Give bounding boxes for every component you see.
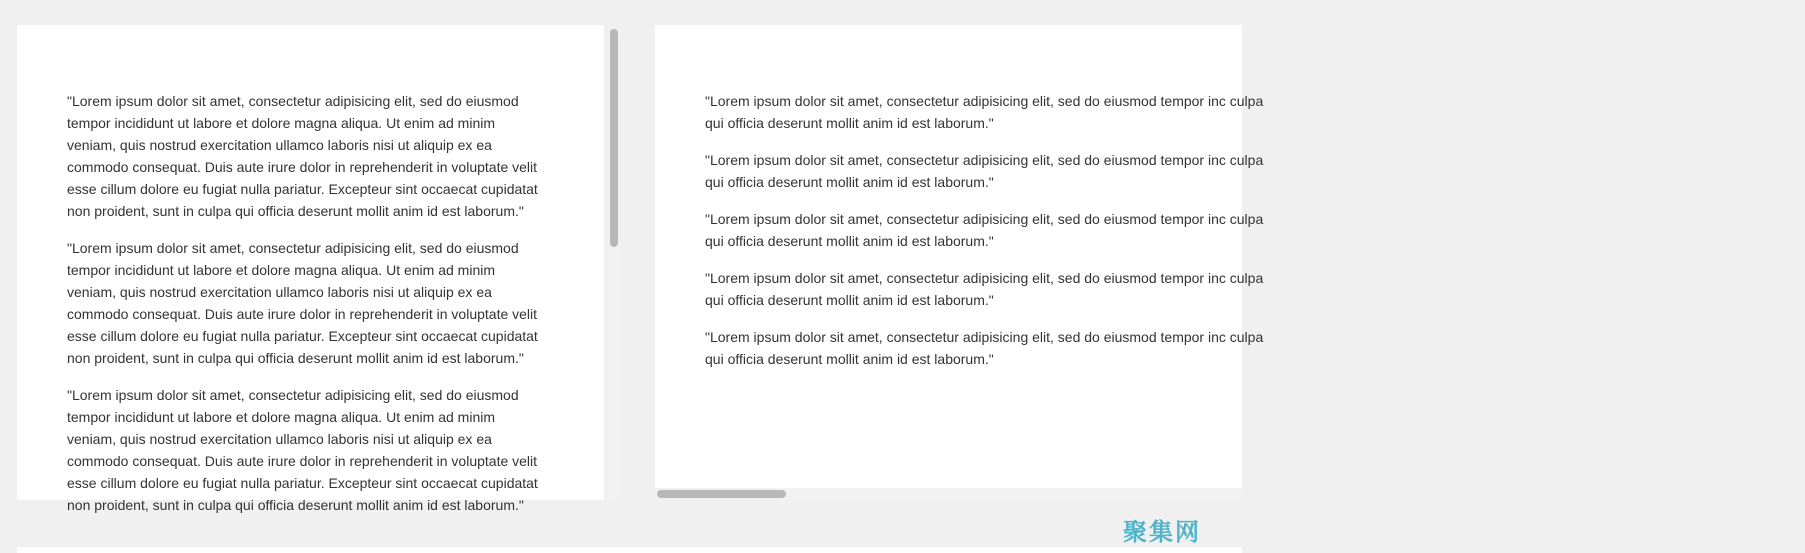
- right-paragraph: "Lorem ipsum dolor sit amet, consectetur adipisicing elit, sed do eiusmod tempor inc culpa qui officia deserunt mollit anim id est laborum.": [705, 329, 1264, 367]
- right-paragraph: "Lorem ipsum dolor sit amet, consectetur adipisicing elit, sed do eiusmod tempor inc culpa qui officia deserunt mollit anim id est laborum.": [705, 270, 1264, 308]
- right-paragraph: "Lorem ipsum dolor sit amet, consectetur adipisicing elit, sed do eiusmod tempor inc culpa qui officia deserunt mollit anim id est laborum.": [705, 211, 1264, 249]
- bottom-panel-edge: [17, 547, 1242, 553]
- vertical-scrollbar-thumb[interactable]: [610, 29, 618, 247]
- watermark-logo: 聚集网: [1123, 518, 1201, 546]
- left-paragraph: "Lorem ipsum dolor sit amet, consectetur adipisicing elit, sed do eiusmod tempor incididunt ut labore et dolore magna aliqua. Ut enim ad minim veniam, quis nostrud exercitation ullamco laboris nisi ut aliquip ex ea commodo consequat. Duis aute irure dolor in reprehenderit in voluptate velit esse cillum dolore eu fugiat nulla pariatur. Excepteur sint occaecat cupidatat non proident, sunt in culpa qui officia deserunt mollit anim id est laborum.": [67, 93, 538, 219]
- left-paragraph: "Lorem ipsum dolor sit amet, consectetur adipisicing elit, sed do eiusmod tempor incididunt ut labore et dolore magna aliqua. Ut enim ad minim veniam, quis nostrud exercitation ullamco laboris nisi ut aliquip ex ea commodo consequat. Duis aute irure dolor in reprehenderit in voluptate velit esse cillum dolore eu fugiat nulla pariatur. Excepteur sint occaecat cupidatat non proident, sunt in culpa qui officia deserunt mollit anim id est laborum.": [67, 240, 538, 366]
- left-panel-content: [67, 90, 543, 531]
- horizontal-scroll-panel[interactable]: [655, 25, 1264, 500]
- right-paragraph: "Lorem ipsum dolor sit amet, consectetur adipisicing elit, sed do eiusmod tempor inc culpa qui officia deserunt mollit anim id est laborum.": [705, 152, 1264, 190]
- right-panel-content: [705, 90, 1805, 385]
- left-paragraph: "Lorem ipsum dolor sit amet, consectetur adipisicing elit, sed do eiusmod tempor incididunt ut labore et dolore magna aliqua. Ut enim ad minim veniam, quis nostrud exercitation ullamco laboris nisi ut aliquip ex ea commodo consequat. Duis aute irure dolor in reprehenderit in voluptate velit esse cillum dolore eu fugiat nulla pariatur. Excepteur sint occaecat cupidatat non proident, sunt in culpa qui officia deserunt mollit anim id est laborum.": [67, 387, 538, 513]
- horizontal-scrollbar-thumb[interactable]: [657, 490, 786, 498]
- vertical-scroll-panel[interactable]: [17, 25, 604, 513]
- right-paragraph: "Lorem ipsum dolor sit amet, consectetur adipisicing elit, sed do eiusmod tempor inc culpa qui officia deserunt mollit anim id est laborum.": [705, 93, 1264, 131]
